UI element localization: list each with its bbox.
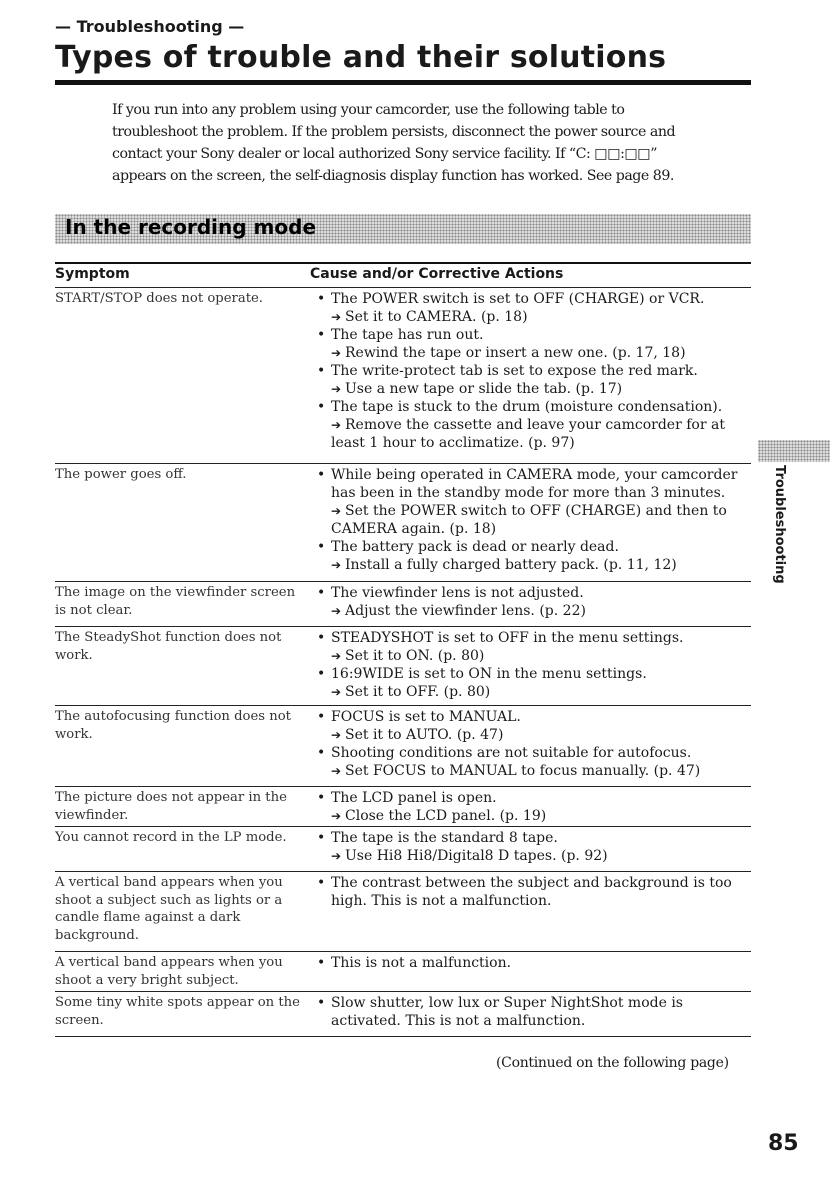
corrective-action-text: Set FOCUS to MANUAL to focus manually. (p. 47) (345, 763, 701, 779)
intro-paragraph (112, 99, 732, 187)
symptom-cell (55, 789, 295, 824)
arrow-right-icon: ➔ (331, 764, 342, 778)
corrective-action (317, 847, 751, 865)
table-row (55, 951, 751, 991)
corrective-action-text: Set it to ON. (p. 80) (345, 648, 485, 664)
corrective-action (317, 647, 751, 665)
intro-line: appears on the screen, the self-diagnosis display function has worked. See page 89. (112, 168, 674, 184)
symptom-line: The SteadyShot function does not (55, 630, 282, 645)
cause-cell (317, 789, 751, 825)
symptom-line: screen. (55, 1012, 104, 1028)
cause-cell (317, 629, 751, 701)
title-rule (55, 80, 751, 85)
symptom-line: Some tiny white spots appear on the (55, 995, 300, 1010)
symptom-cell (55, 708, 295, 743)
corrective-action (317, 726, 751, 744)
cause-cell (317, 994, 751, 1030)
arrow-right-icon: ➔ (331, 418, 342, 432)
cause-bullet: • The contrast between the subject and background is too (317, 874, 751, 892)
symptom-cell (55, 584, 295, 619)
symptom-cell (55, 994, 300, 1029)
section-kicker: — Troubleshooting — (55, 17, 245, 36)
cause-bullet: • Shooting conditions are not suitable for autofocus. (317, 744, 751, 762)
cause-bullet: • Slow shutter, low lux or Super NightShot mode is (317, 994, 751, 1012)
cause-bullet: • The LCD panel is open. (317, 789, 751, 807)
cause-cell (317, 290, 751, 452)
symptom-line: The picture does not appear in the (55, 790, 287, 805)
corrective-action-text: Use a new tape or slide the tab. (p. 17) (345, 381, 623, 397)
table-row (55, 786, 751, 826)
symptom-line: START/STOP does not operate. (55, 291, 263, 306)
column-header-symptom: Symptom (55, 266, 130, 282)
intro-line: contact your Sony dealer or local authorized Sony service facility. If “C: □□:□□” (112, 146, 657, 162)
corrective-action-text: Install a fully charged battery pack. (p. 11, 12) (345, 557, 677, 573)
intro-line: troubleshoot the problem. If the problem persists, disconnect the power source and (112, 124, 676, 140)
arrow-right-icon: ➔ (331, 685, 342, 699)
corrective-action (317, 602, 751, 620)
symptom-cell (55, 629, 295, 664)
corrective-action (317, 344, 751, 362)
symptom-line: The image on the viewfinder screen (55, 585, 296, 600)
cause-bullet: • 16:9WIDE is set to ON in the menu settings. (317, 665, 751, 683)
arrow-right-icon: ➔ (331, 504, 342, 518)
cause-bullet: • The tape is the standard 8 tape. (317, 829, 751, 847)
symptom-line: The power goes off. (55, 467, 187, 482)
corrective-action-text: Close the LCD panel. (p. 19) (345, 808, 547, 824)
cause-bullet: • The tape has run out. (317, 326, 751, 344)
cause-bullet: • The viewfinder lens is not adjusted. (317, 584, 751, 602)
symptom-line: candle flame against a dark (55, 910, 241, 925)
table-header-rule (55, 262, 751, 264)
symptom-line: is not clear. (55, 602, 133, 618)
arrow-right-icon: ➔ (331, 310, 342, 324)
corrective-action (317, 683, 751, 701)
page-title: Types of trouble and their solutions (55, 40, 667, 75)
cause-bullet: • The tape is stuck to the drum (moisture condensation). (317, 398, 751, 416)
table-row (55, 991, 751, 1036)
cause-cell (317, 874, 751, 910)
side-tab-patch (758, 440, 830, 462)
table-bottom-rule (55, 1036, 751, 1037)
continued-note: (Continued on the following page) (496, 1055, 729, 1071)
corrective-action (317, 556, 751, 574)
arrow-right-icon: ➔ (331, 809, 342, 823)
symptom-cell (55, 466, 295, 484)
symptom-line: A vertical band appears when you (55, 875, 283, 890)
corrective-action (317, 380, 751, 398)
symptom-cell (55, 874, 295, 944)
corrective-action-text: Set it to OFF. (p. 80) (345, 684, 491, 700)
corrective-action (317, 502, 751, 520)
intro-line: If you run into any problem using your camcorder, use the following table to (112, 102, 625, 118)
symptom-line: The autofocusing function does not (55, 709, 291, 724)
corrective-action (317, 308, 751, 326)
symptom-line: viewfinder. (55, 807, 129, 823)
symptom-line: work. (55, 647, 93, 663)
table-row (55, 705, 751, 786)
cause-cell (317, 829, 751, 865)
section-band-title: In the recording mode (65, 215, 317, 239)
symptom-line: A vertical band appears when you (55, 955, 283, 970)
cause-bullet: • The POWER switch is set to OFF (CHARGE) or VCR. (317, 290, 751, 308)
arrow-right-icon: ➔ (331, 558, 342, 572)
symptom-line: work. (55, 726, 93, 742)
table-row (55, 463, 751, 581)
corrective-action-text: Remove the cassette and leave your camcorder for at (345, 417, 725, 433)
arrow-right-icon: ➔ (331, 849, 342, 863)
cause-cell (317, 584, 751, 620)
symptom-cell (55, 290, 295, 308)
column-header-cause: Cause and/or Corrective Actions (310, 266, 564, 282)
cause-bullet: • While being operated in CAMERA mode, your camcorder (317, 466, 751, 484)
symptom-line: shoot a subject such as lights or a (55, 892, 283, 908)
cause-continuation: least 1 hour to acclimatize. (p. 97) (331, 435, 575, 451)
symptom-line: background. (55, 927, 139, 943)
table-row (55, 826, 751, 871)
cause-continuation: activated. This is not a malfunction. (331, 1013, 586, 1029)
cause-cell (317, 954, 751, 972)
cause-bullet: • STEADYSHOT is set to OFF in the menu settings. (317, 629, 751, 647)
symptom-line: shoot a very bright subject. (55, 972, 239, 988)
corrective-action (317, 416, 751, 434)
corrective-action-text: Set it to CAMERA. (p. 18) (345, 309, 528, 325)
corrective-action-text: Use Hi8 Hi8/Digital8 D tapes. (p. 92) (345, 848, 608, 864)
corrective-action-text: Set it to AUTO. (p. 47) (345, 727, 504, 743)
arrow-right-icon: ➔ (331, 728, 342, 742)
cause-cell (317, 466, 751, 574)
arrow-right-icon: ➔ (331, 346, 342, 360)
corrective-action (317, 762, 751, 780)
symptom-cell (55, 829, 295, 847)
arrow-right-icon: ➔ (331, 382, 342, 396)
cause-continuation: CAMERA again. (p. 18) (331, 521, 497, 537)
corrective-action (317, 807, 751, 825)
cause-bullet: • The write-protect tab is set to expose the red mark. (317, 362, 751, 380)
section-band (55, 214, 751, 244)
side-tab (769, 465, 789, 585)
table-row (55, 626, 751, 705)
table-row (55, 287, 751, 463)
table-row (55, 871, 751, 951)
corrective-action-text: Adjust the viewfinder lens. (p. 22) (345, 603, 586, 619)
symptom-line: You cannot record in the LP mode. (55, 830, 287, 845)
corrective-action-text: Rewind the tape or insert a new one. (p. 17, 18) (345, 345, 686, 361)
cause-continuation: high. This is not a malfunction. (331, 893, 552, 909)
cause-bullet: • This is not a malfunction. (317, 954, 751, 972)
arrow-right-icon: ➔ (331, 604, 342, 618)
cause-cell (317, 708, 751, 780)
cause-bullet: • FOCUS is set to MANUAL. (317, 708, 751, 726)
cause-continuation: has been in the standby mode for more than 3 minutes. (331, 485, 726, 501)
symptom-cell (55, 954, 295, 989)
table-row (55, 581, 751, 626)
page-number: 85 (768, 1131, 799, 1156)
side-tab-label: Troubleshooting (772, 465, 787, 584)
arrow-right-icon: ➔ (331, 649, 342, 663)
corrective-action-text: Set the POWER switch to OFF (CHARGE) and then to (345, 503, 727, 519)
cause-bullet: • The battery pack is dead or nearly dead. (317, 538, 751, 556)
